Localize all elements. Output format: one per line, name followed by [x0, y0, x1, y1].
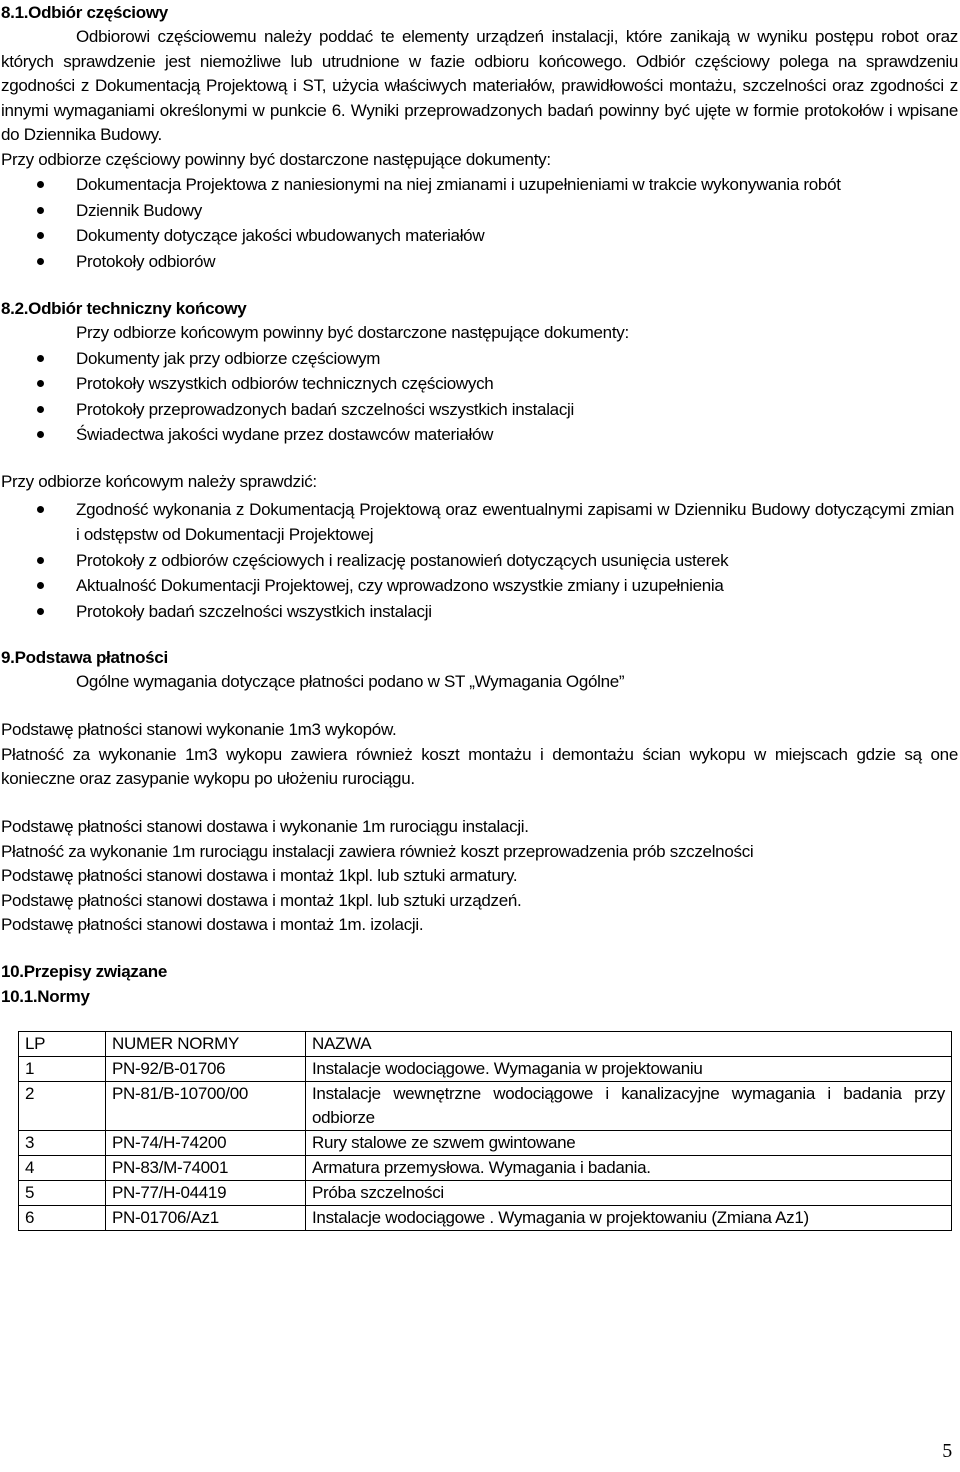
table-row [19, 1181, 952, 1206]
list-item [0, 397, 958, 423]
list-item-text: Aktualność Dokumentacji Projektowej, czy wprowadzono wszystkie zmiany i uzupełnienia [76, 576, 724, 595]
table-cell: PN-77/H-04419 [106, 1181, 306, 1206]
list-item-text: Dziennik Budowy [76, 200, 202, 220]
section-8-2-docs-intro: Przy odbiorze końcowym powinny być dostarczone następujące dokumenty: [76, 323, 629, 342]
section-9 [0, 645, 958, 695]
table-row [19, 1156, 952, 1181]
list-item [0, 573, 958, 599]
table-header-row [19, 1032, 952, 1057]
bullet-icon [37, 355, 44, 362]
bullet-icon [37, 557, 44, 564]
bullet-icon [37, 406, 44, 413]
section-title-10: 10.Przepisy związane [1, 962, 167, 981]
section-8-2-check-intro: Przy odbiorze końcowym należy sprawdzić: [1, 472, 317, 491]
table-cell: 4 [19, 1156, 106, 1181]
bullet-icon [37, 431, 44, 438]
section-title-9: 9.Podstawa płatności [1, 648, 168, 667]
section-8-2 [0, 296, 958, 448]
table-header-cell: LP [19, 1032, 106, 1057]
payment-text: Podstawę płatności stanowi wykonanie 1m3 wykopów. [1, 720, 397, 739]
table-cell: 1 [19, 1057, 106, 1082]
table-cell: 6 [19, 1206, 106, 1231]
list-item-text: Zgodność wykonania z Dokumentacją Projektową oraz ewentualnymi zapisami w Dzienniku Budowy dotyczącymi zmian i odstępstw od Dokumentacji Projektowej [76, 499, 954, 544]
table-cell: Instalacje wodociągowe . Wymagania w projektowaniu (Zmiana Az1) [306, 1206, 952, 1231]
list-item-text: Protokoły przeprowadzonych badań szczelności wszystkich instalacji [76, 399, 574, 419]
list-item [0, 548, 958, 574]
table-cell: Instalacje wewnętrzne wodociągowe i kanalizacyjne wymagania i badania przy odbiorze [306, 1082, 952, 1131]
list-item [0, 599, 958, 625]
section-9-payment-1 [0, 718, 958, 792]
table-cell: 3 [19, 1131, 106, 1156]
bullet-icon [37, 181, 44, 188]
section-8-1-docs-list [0, 172, 958, 274]
section-8-1-intro: Odbiorowi częściowemu należy poddać te elementy urządzeń instalacji, które zanikają w wyniku postępu robot oraz których sprawdzenie jest niemożliwe lub utrudnione w fazie odbioru końcowego. Odbiór częściowy polega na sprawdzeniu zgodności z Dokumentacją Projektową i ST, użycia właściwych materiałów, prawidłowości montażu, szczelności oraz zgodności z innymi wymaganiami określonymi w punkcie 6. Wyniki przeprowadzonych badań powinny być ujęte w formie protokołów i wpisane do Dziennika Budowy. [1, 27, 958, 144]
list-item-text: Protokoły odbiorów [76, 251, 216, 271]
section-10 [0, 959, 958, 1009]
list-item-text: Świadectwa jakości wydane przez dostawców materiałów [76, 425, 494, 444]
section-8-2-checks-list [0, 497, 958, 625]
bullet-icon [37, 258, 44, 265]
table-cell: PN-74/H-74200 [106, 1131, 306, 1156]
section-8-2-checks [0, 470, 958, 624]
list-item-text: Protokoły z odbiorów częściowych i realizację postanowień dotyczących usunięcia usterek [76, 550, 729, 570]
list-item-text: Dokumenty jak przy odbiorze częściowym [76, 348, 381, 368]
list-item-text: Dokumentacja Projektowa z naniesionymi na niej zmianami i uzupełnieniami w trakcie wykonywania robót [76, 175, 841, 194]
list-item [0, 249, 958, 275]
list-item-text: Protokoły badań szczelności wszystkich instalacji [76, 601, 432, 621]
payment-text: Płatność za wykonanie 1m3 wykopu zawiera również koszt montażu i demontażu ścian wykopu w miejscach gdzie są one konieczne oraz zasypanie wykopu po ułożeniu rurociągu. [1, 744, 958, 788]
bullet-icon [37, 608, 44, 615]
table-cell: PN-83/M-74001 [106, 1156, 306, 1181]
page-number: 5 [942, 1440, 952, 1462]
table-cell: PN-92/B-01706 [106, 1057, 306, 1082]
payment-text: Podstawę płatności stanowi dostawa i montaż 1m. izolacji. [1, 915, 424, 934]
list-item-text: Dokumenty dotyczące jakości wbudowanych materiałów [76, 226, 485, 245]
table-cell: Armatura przemysłowa. Wymagania i badania. [306, 1156, 952, 1181]
list-item [0, 422, 958, 448]
bullet-icon [37, 207, 44, 214]
bullet-icon [37, 380, 44, 387]
list-item [0, 497, 958, 548]
table-cell: 2 [19, 1082, 106, 1131]
payment-text: Podstawę płatności stanowi dostawa i montaż 1kpl. lub sztuki armatury. [1, 866, 518, 885]
section-title-8-1: 8.1.Odbiór częściowy [1, 3, 168, 22]
table-row [19, 1057, 952, 1082]
list-item [0, 346, 958, 372]
table-cell: Instalacje wodociągowe. Wymagania w projektowaniu [306, 1057, 952, 1082]
table-cell: 5 [19, 1181, 106, 1206]
bullet-icon [37, 582, 44, 589]
section-8-1 [0, 0, 958, 274]
payment-text: Płatność za wykonanie 1m rurociągu instalacji zawiera również koszt przeprowadzenia prób szczelności [1, 841, 754, 861]
table-cell: Próba szczelności [306, 1181, 952, 1206]
list-item [0, 223, 958, 249]
table-header-cell: NAZWA [306, 1032, 952, 1057]
payment-text: Podstawę płatności stanowi dostawa i wykonanie 1m rurociągu instalacji. [1, 817, 529, 836]
table-row [19, 1206, 952, 1231]
list-item [0, 371, 958, 397]
table-cell: PN-81/B-10700/00 [106, 1082, 306, 1131]
table-header-cell: NUMER NORMY [106, 1032, 306, 1057]
section-title-8-2: 8.2.Odbiór techniczny końcowy [1, 299, 247, 318]
list-item [0, 198, 958, 224]
bullet-icon [37, 232, 44, 239]
list-item [0, 172, 958, 198]
table-row [19, 1082, 952, 1131]
norms-table [18, 1031, 952, 1231]
section-8-2-docs-list [0, 346, 958, 448]
table-cell: Rury stalowe ze szwem gwintowane [306, 1131, 952, 1156]
payment-text: Podstawę płatności stanowi dostawa i montaż 1kpl. lub sztuki urządzeń. [1, 890, 522, 910]
section-8-1-docs-intro: Przy odbiorze częściowy powinny być dostarczone następujące dokumenty: [1, 149, 551, 169]
section-9-payment-2 [0, 815, 958, 938]
table-cell: PN-01706/Az1 [106, 1206, 306, 1231]
bullet-icon [37, 506, 44, 513]
section-subtitle-10-1: 10.1.Normy [1, 987, 90, 1006]
section-9-general: Ogólne wymagania dotyczące płatności podano w ST „Wymagania Ogólne” [76, 672, 625, 691]
table-row [19, 1131, 952, 1156]
list-item-text: Protokoły wszystkich odbiorów technicznych częściowych [76, 374, 494, 393]
